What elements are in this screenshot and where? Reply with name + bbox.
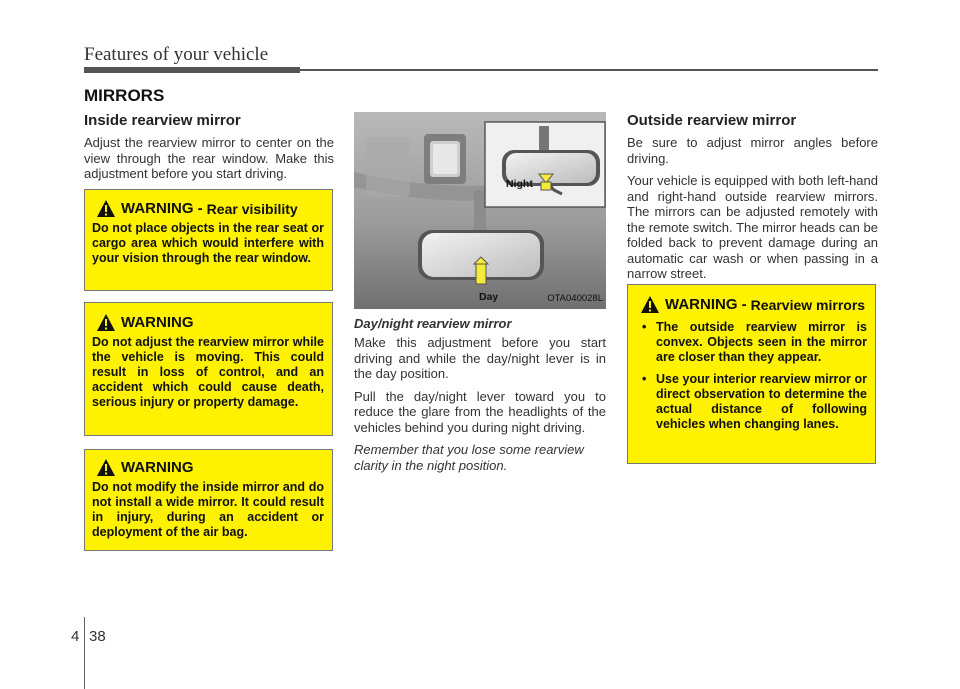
mirror-illustration xyxy=(354,112,606,309)
outside-mirror-heading: Outside rearview mirror xyxy=(627,112,797,129)
warning-subtitle: Rearview mirrors xyxy=(750,296,866,313)
warning-rear-visibility xyxy=(84,189,333,291)
header-bar xyxy=(84,67,300,73)
day-night-text-2: Pull the day/night lever toward you to reduce the glare from the headlights of the vehicles behind you during night driving. xyxy=(354,388,606,435)
day-night-note: Remember that you lose some rearview clarity in the night position. xyxy=(354,442,584,473)
section-title: MIRRORS xyxy=(84,86,165,105)
outside-mirror-text-2: Your vehicle is equipped with both left-hand and right-hand outside rearview mirrors. The mirrors can be adjusted remotely with the remote switch. The mirror heads can be folded back to prevent damage during an automatic car wash or when passing in a narrow street. xyxy=(627,173,878,281)
day-night-section xyxy=(354,316,606,473)
chapter-number: 4 xyxy=(71,628,80,645)
warning-triangle-icon xyxy=(96,458,116,477)
warning-modify-mirror xyxy=(84,449,333,551)
warning-list-item: • Use your interior rearview mirror or direct observation to determine the actual distance of following vehicles when changing lanes. xyxy=(636,372,867,432)
warning-text: Do not place objects in the rear seat or cargo area which would interfere with your vision through the rear window. xyxy=(92,221,324,265)
warning-label: WARNING - xyxy=(121,200,203,217)
warning-label: WARNING xyxy=(121,459,194,476)
warning-subtitle: Rear visibility xyxy=(206,200,298,217)
warning-triangle-icon xyxy=(640,295,660,314)
night-label: Night xyxy=(506,178,533,190)
warning-adjust-while-moving xyxy=(84,302,333,436)
outside-mirror-section xyxy=(627,112,878,282)
header-title: Features of your vehicle xyxy=(84,44,269,65)
warning-text: Do not modify the inside mirror and do not install a wide mirror. It could result in injury, during an accident or deployment of the air bag. xyxy=(92,480,324,539)
warning-list xyxy=(636,320,867,432)
day-night-heading: Day/night rearview mirror xyxy=(354,316,512,331)
page-number: 38 xyxy=(89,628,106,645)
warning-triangle-icon xyxy=(96,313,116,332)
warning-label: WARNING xyxy=(121,314,194,331)
day-night-text-1: Make this adjustment before you start driving and while the day/night lever is in the day position. xyxy=(354,335,606,381)
inside-mirror-section xyxy=(84,112,334,182)
warning-text: Do not adjust the rearview mirror while the vehicle is moving. This could result in loss of control, and an accident which could cause death, serious injury or property damage. xyxy=(92,335,324,409)
day-label: Day xyxy=(479,291,499,303)
inside-mirror-heading: Inside rearview mirror xyxy=(84,112,241,129)
warning-rearview-mirrors xyxy=(627,284,876,464)
warning-list-item: • The outside rearview mirror is convex. Objects seen in the mirror are closer than they appear. xyxy=(636,320,867,365)
warning-triangle-icon xyxy=(96,199,116,218)
inside-mirror-text: Adjust the rearview mirror to center on the view through the rear window. Make this adjustment before you start driving. xyxy=(84,135,334,181)
mirror-drawing xyxy=(354,112,606,309)
warning-label: WARNING - xyxy=(665,296,747,313)
figure-code: OTA040028L xyxy=(547,293,603,304)
header-rule xyxy=(300,69,878,71)
outside-mirror-text-1: Be sure to adjust mirror angles before driving. xyxy=(627,135,878,166)
footer-divider xyxy=(84,617,85,689)
